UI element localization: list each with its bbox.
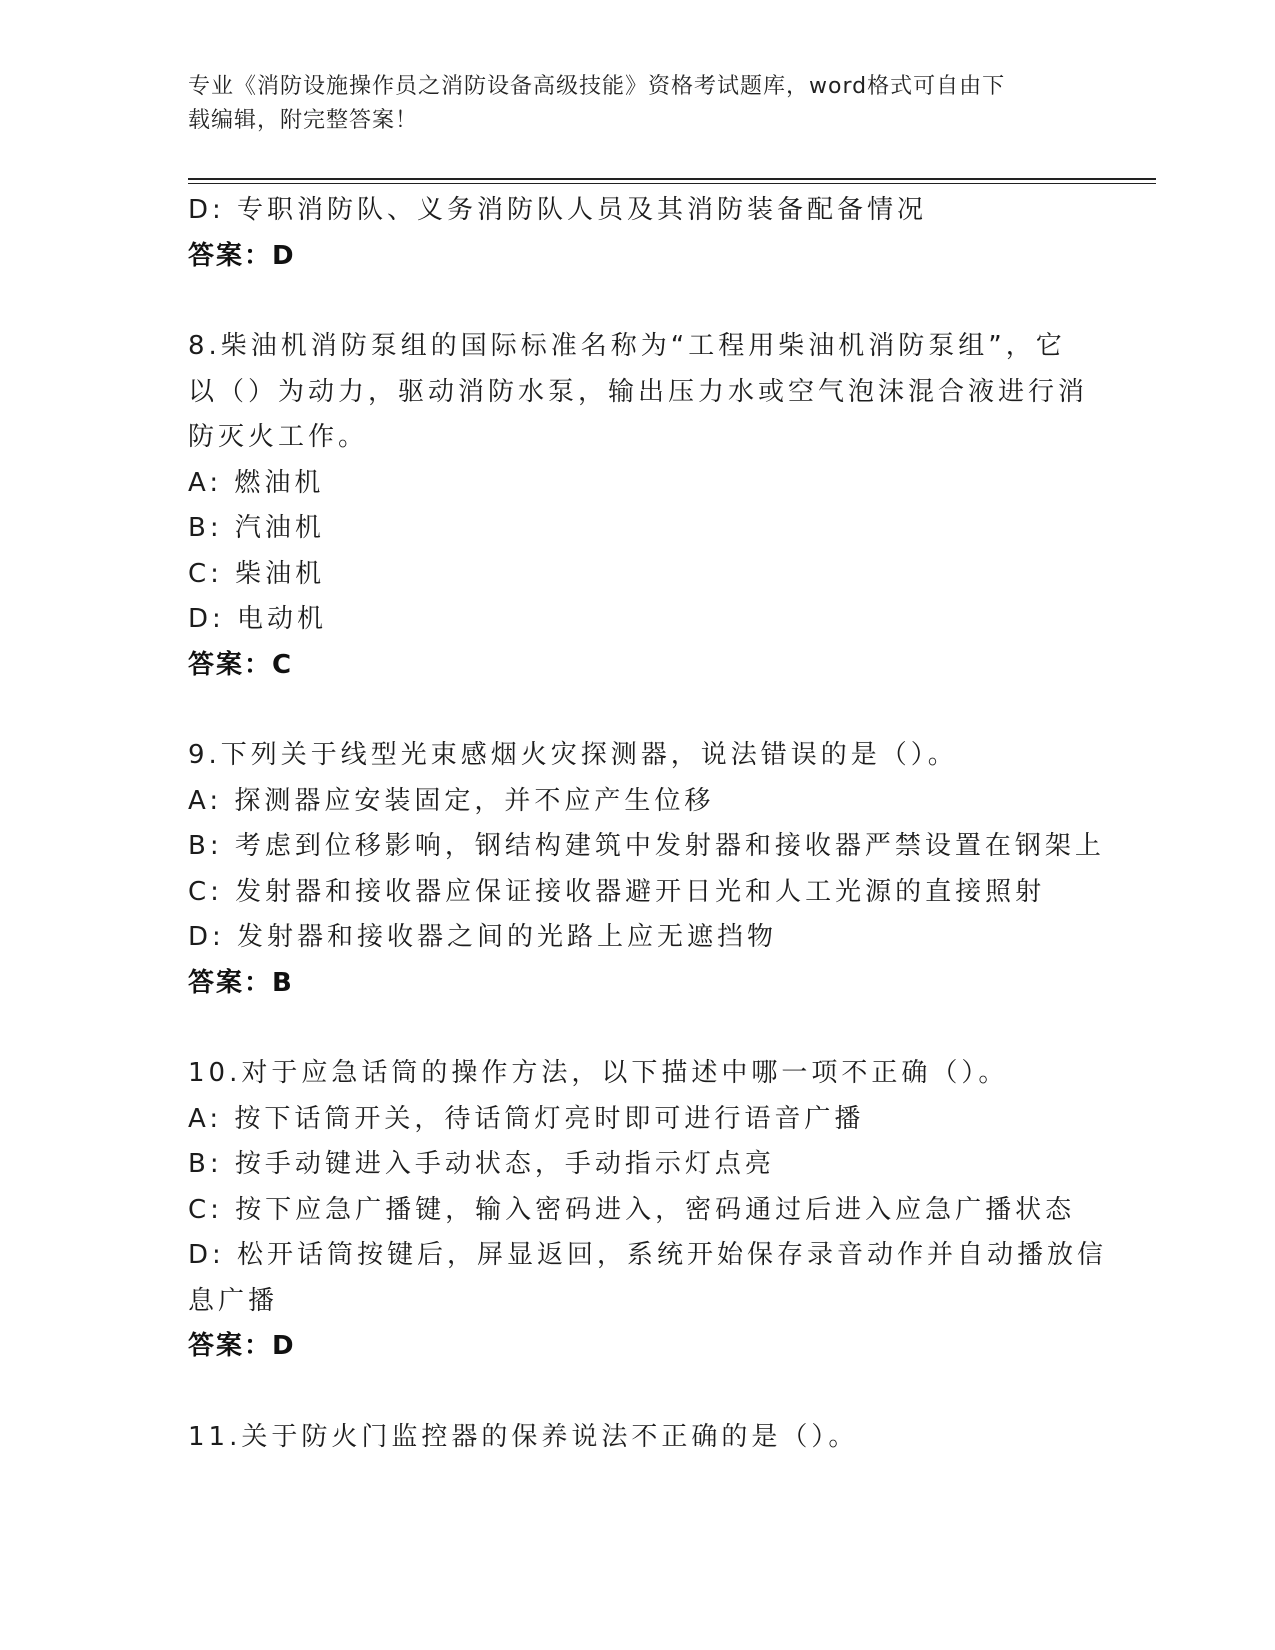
question-10 (188, 1051, 1108, 1370)
answer-line: 答案：D (188, 240, 296, 271)
option-d: D: 电动机 (188, 604, 328, 634)
spacer (188, 1370, 1088, 1415)
option-a: A: 燃油机 (188, 467, 325, 498)
question-text-line: 防灭火工作。 (188, 422, 369, 452)
question-text-line: 8.柴油机消防泵组的国际标准名称为“工程用柴油机消防泵组”，它 (188, 331, 1066, 361)
question-text-line: 11.关于防火门监控器的保养说法不正确的是（）。 (188, 1421, 859, 1452)
option-b: B: 考虑到位移影响，钢结构建筑中发射器和接收器严禁设置在钢架上 (188, 831, 1105, 861)
spacer (188, 1006, 1088, 1051)
question-8 (188, 324, 1088, 688)
header-line-2: 载编辑，附完整答案！ (188, 108, 419, 133)
answer-line: 答案：D (188, 1331, 296, 1361)
answer-line: 答案：B (188, 967, 294, 998)
document-body (188, 188, 1108, 1460)
question-text-line: 10.对于应急话筒的操作方法，以下描述中哪一项不正确（）。 (188, 1058, 1009, 1088)
header-divider-thick (188, 178, 1156, 180)
header-line-1: 专业《消防设施操作员之消防设备高级技能》资格考试题库，word格式可自由下 (188, 74, 1006, 99)
option-d-continuation: 息广播 (188, 1285, 279, 1316)
option-c: C: 发射器和接收器应保证接收器避开日光和人工光源的直接照射 (188, 876, 1046, 907)
option-d: D: 发射器和接收器之间的光路上应无遮挡物 (188, 922, 778, 952)
spacer (188, 688, 1088, 733)
document-header (188, 70, 1068, 138)
question-9 (188, 733, 1105, 1006)
option-b: B: 汽油机 (188, 513, 325, 543)
question-text-line: 以（）为动力，驱动消防水泵，输出压力水或空气泡沫混合液进行消 (188, 376, 1089, 407)
option-c: C: 柴油机 (188, 558, 326, 589)
option-a: A: 探测器应安装固定，并不应产生位移 (188, 785, 715, 816)
option-a: A: 按下话筒开关，待话筒灯亮时即可进行语音广播 (188, 1103, 865, 1134)
option-d: D: 专职消防队、义务消防队人员及其消防装备配备情况 (188, 195, 928, 225)
question-11 (188, 1415, 1088, 1461)
answer-line: 答案：C (188, 649, 294, 680)
option-b: B: 按手动键进入手动状态，手动指示灯点亮 (188, 1149, 775, 1179)
option-d: D: 松开话筒按键后，屏显返回，系统开始保存录音动作并自动播放信 (188, 1240, 1108, 1270)
option-c: C: 按下应急广播键，输入密码进入，密码通过后进入应急广播状态 (188, 1194, 1076, 1225)
spacer (188, 279, 1088, 324)
header-divider-thin (188, 183, 1156, 184)
question-text-line: 9.下列关于线型光束感烟火灾探测器，说法错误的是（）。 (188, 740, 958, 770)
